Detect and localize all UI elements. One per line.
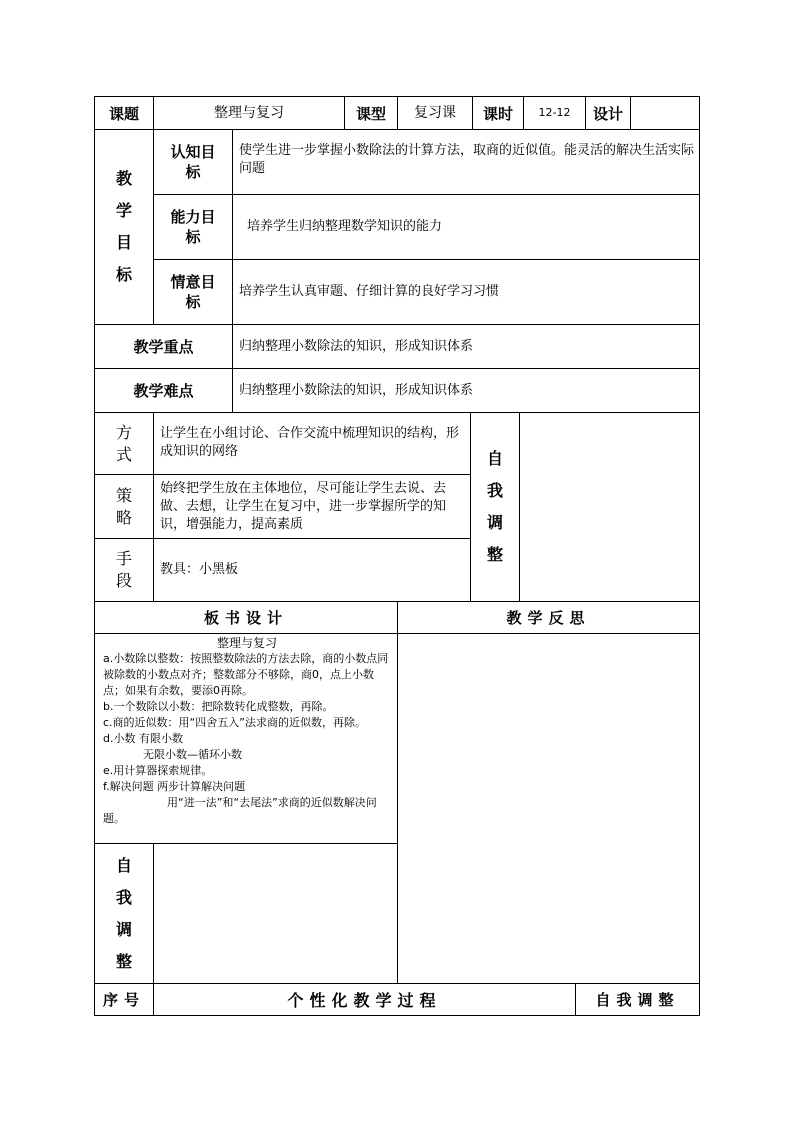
- design-label: 设计: [585, 96, 631, 130]
- topic-label: 课题: [94, 96, 154, 130]
- method-label: 方 式: [94, 412, 154, 475]
- board-design-heading: 板书设计: [94, 601, 398, 634]
- board-title: 整理与复习: [216, 636, 277, 650]
- reflection-heading: 教学反思: [397, 601, 700, 634]
- board-line: d.小数 有限小数: [103, 732, 183, 745]
- type-value: 复习课: [397, 96, 473, 130]
- board-self-adjust-label: 自 我 调 整: [94, 843, 154, 984]
- board-self-adjust-content: [153, 843, 398, 984]
- self-adjust-content: [519, 412, 700, 602]
- key-point-text: 归纳整理小数除法的知识，形成知识体系: [232, 324, 700, 369]
- adjust-label: 自我调整: [575, 983, 700, 1016]
- board-line: a.小数除以整数：按照整数除法的方法去除，商的小数点同被除数的小数点对齐；整数部分不够除，商0，点上小数点；如果有余数，要添0再除。: [103, 652, 389, 697]
- affective-goal-text: 培养学生认真审题、仔细计算的良好学习习惯: [232, 259, 700, 325]
- strategy-text: 始终把学生放在主体地位，尽可能让学生去说、去做、去想，让学生在复习中，进一步掌握所学的知识，增强能力，提高素质: [153, 474, 471, 539]
- means-text: 教具：小黑板: [153, 538, 471, 602]
- reflection-content: [397, 633, 700, 984]
- objectives-char: 学: [115, 201, 132, 220]
- strategy-label: 策 略: [94, 474, 154, 539]
- seq-label: 序号: [94, 983, 154, 1016]
- board-line: 无限小数—循环小数: [143, 748, 242, 761]
- method-text: 让学生在小组讨论、合作交流中梳理知识的结构，形成知识的网络: [153, 412, 471, 475]
- key-point-label: 教学重点: [94, 324, 233, 369]
- hours-label: 课时: [472, 96, 524, 130]
- process-label: 个性化教学过程: [153, 983, 576, 1016]
- lesson-plan-table: [94, 96, 700, 1016]
- ability-goal-text: 培养学生归纳整理数学知识的能力: [232, 194, 700, 260]
- means-label: 手 段: [94, 538, 154, 602]
- affective-goal-label: 情意目 标: [153, 259, 233, 325]
- self-adjust-label: 自 我 调 整: [470, 412, 520, 602]
- objectives-label: [94, 129, 154, 325]
- topic-value: 整理与复习: [153, 96, 345, 130]
- difficult-point-text: 归纳整理小数除法的知识，形成知识体系: [232, 368, 700, 413]
- board-line: c.商的近似数：用“四舍五入”法求商的近似数，再除。: [103, 716, 366, 729]
- design-value: [630, 96, 700, 130]
- cognitive-goal-label: 认知目 标: [153, 129, 233, 195]
- board-line: 用“进一法”和“去尾法”求商的近似数解决问题。: [103, 796, 377, 825]
- cognitive-goal-text: 使学生进一步掌握小数除法的计算方法，取商的近似值。能灵活的解决生活实际问题: [232, 129, 700, 195]
- board-line: b.一个数除以小数：把除数转化成整数，再除。: [103, 700, 334, 713]
- board-line: f.解决问题 两步计算解决问题: [103, 780, 246, 793]
- ability-goal-label: 能力目 标: [153, 194, 233, 260]
- board-design-content: [94, 633, 398, 844]
- difficult-point-label: 教学难点: [94, 368, 233, 413]
- objectives-char: 标: [115, 265, 132, 284]
- objectives-char: 目: [115, 233, 132, 252]
- objectives-char: 教: [115, 169, 132, 188]
- board-line: e.用计算器探索规律。: [103, 764, 213, 777]
- hours-value: 12-12: [523, 96, 586, 130]
- type-label: 课型: [344, 96, 398, 130]
